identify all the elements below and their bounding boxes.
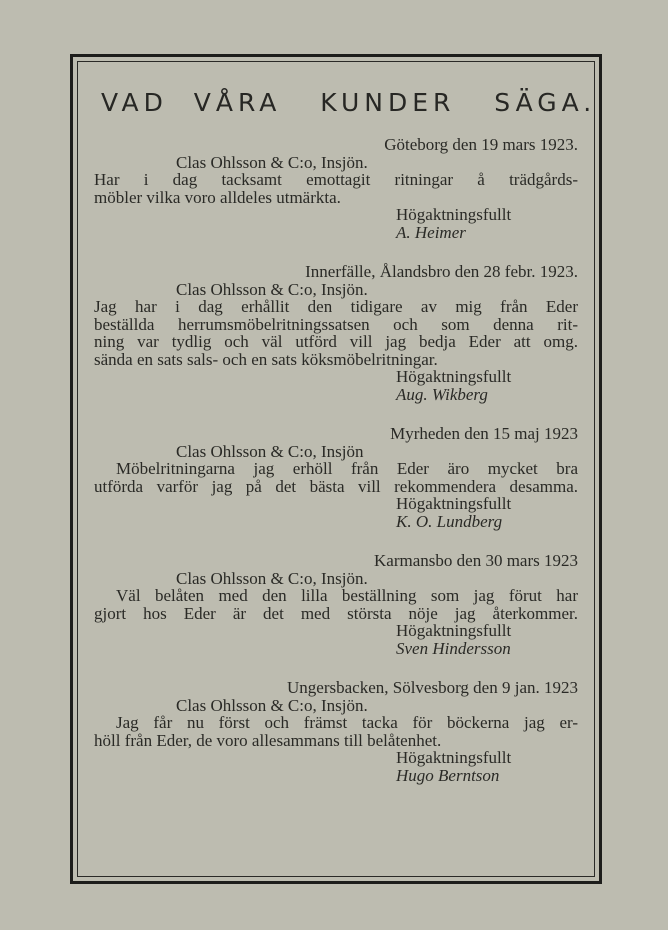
testimonials	[94, 136, 578, 806]
letter-goteborg	[94, 136, 578, 241]
closing: Högaktningsfullt	[396, 205, 512, 224]
closing: Högaktningsfullt	[396, 621, 512, 640]
signature: Hugo Berntson	[396, 765, 500, 785]
letter-innerfalle	[94, 263, 578, 403]
place-date: Innerfälle, Ålandsbro den 28 febr. 1923.	[305, 262, 578, 281]
letter-body	[94, 587, 578, 622]
recipient: Clas Ohlsson & C:o, Insjön.	[176, 695, 368, 715]
letter-body	[94, 171, 578, 206]
letter-ungersbacken	[94, 679, 578, 784]
place-date: Karmansbo den 30 mars 1923	[374, 551, 578, 570]
letter-myrheden	[94, 425, 578, 530]
letter-body	[94, 298, 578, 368]
closing: Högaktningsfullt	[396, 748, 512, 767]
signature: A. Heimer	[396, 222, 466, 242]
body-line: Har i dag tacksamt emottagit ritningar å trädgårds-	[94, 170, 578, 189]
body-line: möbler vilka voro alldeles utmärkta.	[94, 187, 341, 207]
signature: K. O. Lundberg	[396, 511, 503, 531]
letter-karmansbo	[94, 552, 578, 657]
closing: Högaktningsfullt	[396, 494, 512, 513]
body-line: beställda herrumsmöbelritningssatsen och som denna rit-	[94, 314, 578, 334]
body-line: Väl belåten med den lilla beställning som jag förut har	[116, 586, 578, 605]
letter-body	[94, 460, 578, 495]
recipient: Clas Ohlsson & C:o, Insjön	[176, 441, 364, 461]
body-line: sända en sats sals- och en sats köksmöbelritningar.	[94, 349, 438, 369]
recipient: Clas Ohlsson & C:o, Insjön.	[176, 279, 368, 299]
body-line: Möbelritningarna jag erhöll från Eder äro mycket bra	[116, 459, 578, 478]
signature: Aug. Wikberg	[396, 384, 488, 404]
recipient: Clas Ohlsson & C:o, Insjön.	[176, 568, 368, 588]
page-heading: VAD VÅRA KUNDER SÄGA.	[101, 88, 597, 117]
body-line: Jag får nu först och främst tacka för böckerna jag er-	[116, 713, 578, 732]
body-line: utförda varför jag på det bästa vill rekommendera desamma.	[94, 476, 578, 496]
signature: Sven Hindersson	[396, 638, 511, 658]
body-line: gjort hos Eder är det med största nöje jag återkommer.	[94, 603, 578, 623]
recipient: Clas Ohlsson & C:o, Insjön.	[176, 152, 368, 172]
closing: Högaktningsfullt	[396, 367, 512, 386]
body-line: höll från Eder, de voro allesammans till belåtenhet.	[94, 730, 442, 750]
body-line: ning var tydlig och väl utförd vill jag bedja Eder att omg.	[94, 332, 578, 351]
letter-body	[94, 714, 578, 749]
place-date: Ungersbacken, Sölvesborg den 9 jan. 1923	[287, 678, 578, 697]
place-date: Myrheden den 15 maj 1923	[390, 424, 578, 443]
body-line: Jag har i dag erhållit den tidigare av mig från Eder	[94, 297, 578, 316]
place-date: Göteborg den 19 mars 1923.	[384, 135, 578, 154]
